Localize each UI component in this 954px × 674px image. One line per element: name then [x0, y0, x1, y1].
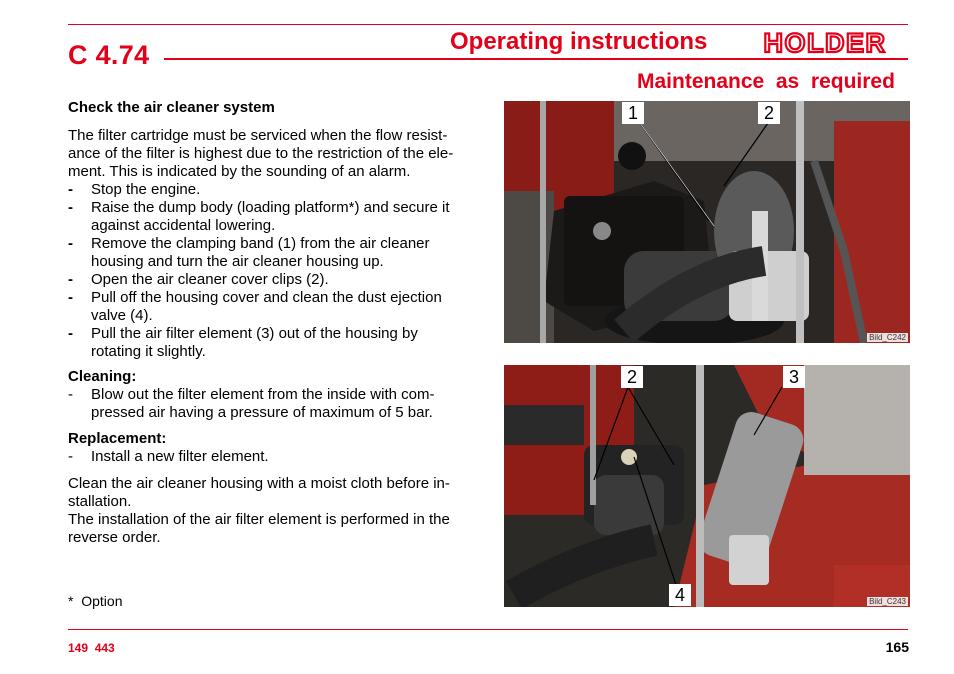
list-item [68, 271, 478, 289]
intro-line: ance of the filter is highest due to the restriction of the ele- [68, 145, 454, 162]
list-bullet: - [68, 289, 73, 306]
photo-air-cleaner-top [504, 101, 910, 343]
holder-logo [748, 29, 902, 55]
page-number: 165 [885, 639, 909, 655]
closing-line: The installation of the air filter element is performed in the [68, 511, 450, 528]
doc-title: Operating instructions [450, 28, 708, 55]
section-title: Maintenance as required [637, 70, 895, 93]
list-item [68, 386, 478, 422]
list-item [68, 448, 478, 466]
list-item [68, 325, 478, 361]
document-number: 149 443 [68, 641, 115, 655]
image-credit: Bild_C243 [869, 597, 906, 606]
step-text: Stop the engine. [91, 181, 201, 198]
photo-2-illustration [504, 365, 910, 607]
cleaning-text: pressed air having a pressure of maximum of 5 bar. [91, 404, 433, 421]
section-heading: Check the air cleaner system [68, 99, 275, 116]
closing-line: stallation. [68, 493, 132, 510]
step-text: against accidental lowering. [91, 217, 276, 234]
list-bullet: - [68, 199, 73, 216]
list-item [68, 235, 478, 271]
callout-3: 3 [783, 366, 805, 388]
list-item [68, 181, 478, 199]
callout-2: 2 [621, 366, 643, 388]
brand-wordmark: HOLDER [763, 29, 887, 55]
header-rule [164, 58, 908, 60]
closing-line: reverse order. [68, 529, 161, 546]
closing-line: Clean the air cleaner housing with a moist cloth before in- [68, 475, 450, 492]
footer-rule [68, 629, 908, 630]
list-bullet: - [68, 386, 73, 403]
list-bullet: - [68, 448, 73, 465]
step-text: housing and turn the air cleaner housing up. [91, 253, 384, 270]
callout-2: 2 [758, 102, 780, 124]
list-item [68, 289, 478, 325]
step-text: valve (4). [91, 307, 153, 324]
step-text: Pull the air filter element (3) out of the housing by [91, 325, 418, 342]
replacement-heading: Replacement: [68, 430, 167, 447]
list-bullet: - [68, 181, 73, 198]
footnote: * Option [68, 593, 123, 609]
cleaning-text: Blow out the filter element from the inside with com- [91, 386, 435, 403]
cleaning-heading: Cleaning: [68, 368, 137, 385]
top-rule [68, 24, 908, 25]
step-text: Raise the dump body (loading platform*) and secure it [91, 199, 450, 216]
intro-line: The filter cartridge must be serviced when the flow resist- [68, 127, 448, 144]
step-text: Remove the clamping band (1) from the air cleaner [91, 235, 430, 252]
list-bullet: - [68, 271, 73, 288]
step-text: Pull off the housing cover and clean the dust ejection [91, 289, 442, 306]
photo-1-illustration [504, 101, 910, 343]
doc-code: C 4.74 [68, 40, 150, 70]
list-item [68, 199, 478, 235]
image-credit: Bild_C242 [869, 333, 906, 342]
step-text: rotating it slightly. [91, 343, 206, 360]
replacement-text: Install a new filter element. [91, 448, 269, 465]
callout-4: 4 [669, 584, 691, 606]
step-text: Open the air cleaner cover clips (2). [91, 271, 329, 288]
callout-1: 1 [622, 102, 644, 124]
photo-air-cleaner-open [504, 365, 910, 607]
intro-line: ment. This is indicated by the sounding of an alarm. [68, 163, 411, 180]
list-bullet: - [68, 325, 73, 342]
list-bullet: - [68, 235, 73, 252]
